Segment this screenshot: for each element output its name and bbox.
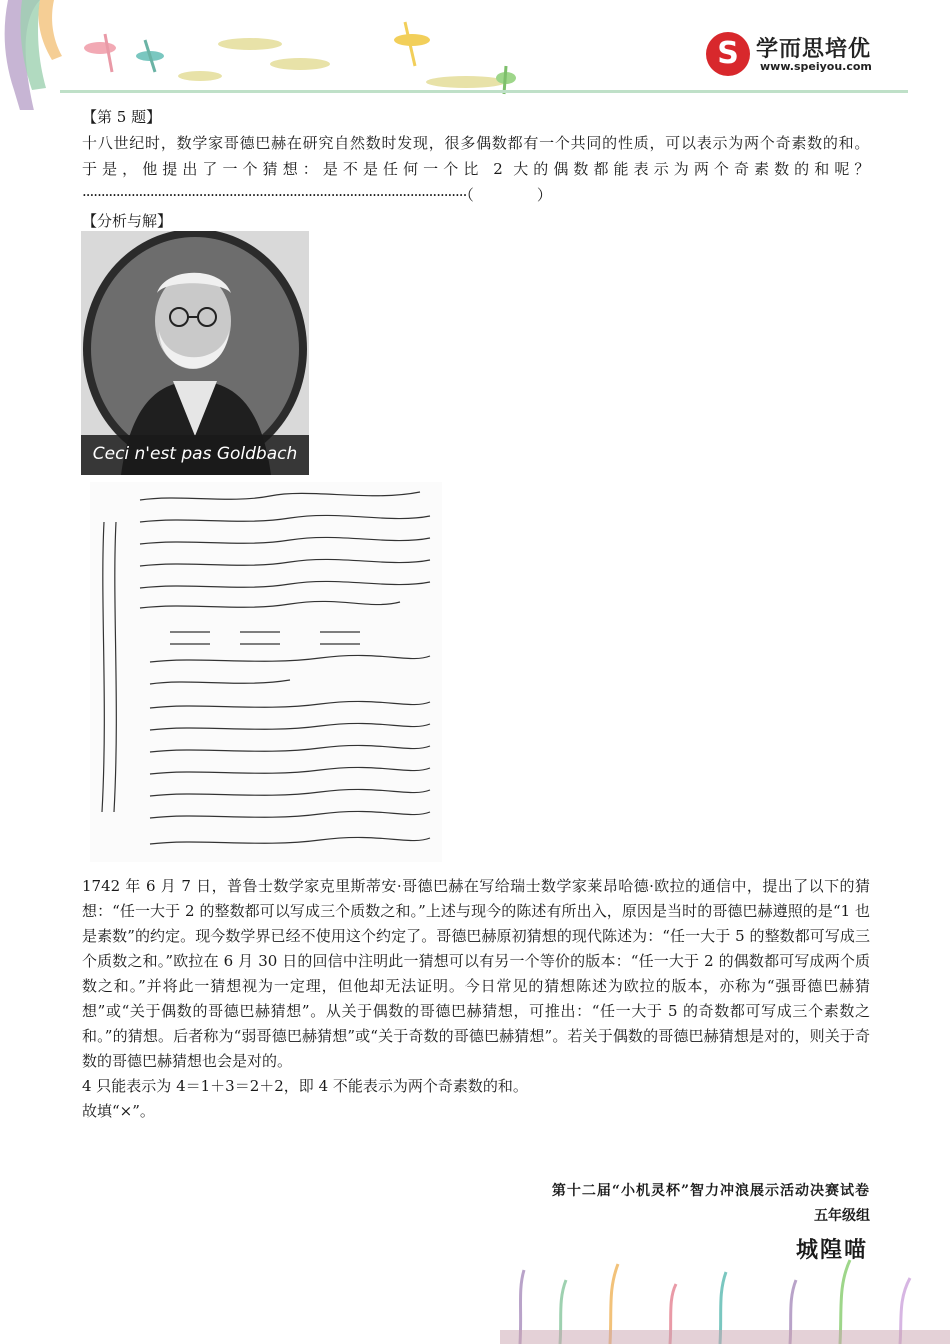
brand-logo-icon: S [706, 32, 750, 76]
question-body: 十八世纪时，数学家哥德巴赫在研究自然数时发现，很多偶数都有一个共同的性质，可以表示为两个奇素数的和。于是，他提出了一个猜想：是不是任何一个比 2 大的偶数都能表示为两个奇素数的和呢？ [82, 134, 870, 178]
paragraph: 4 只能表示为 4＝1＋3＝2＋2，即 4 不能表示为两个奇素数的和。 [82, 1077, 528, 1095]
analysis-title: 【分析与解】 [82, 212, 173, 230]
goldbach-portrait [81, 231, 309, 475]
exam-title: 第十二届“小机灵杯”智力冲浪展示活动决赛试卷 [551, 1183, 870, 1199]
portrait-caption: Ceci n'est pas Goldbach [92, 444, 298, 464]
paragraph: 故填“×”。 [82, 1102, 155, 1120]
question-block [82, 104, 870, 234]
analysis-body [82, 874, 870, 1124]
paragraph: 1742 年 6 月 7 日，普鲁士数学家克里斯蒂安·哥德巴赫在写给瑞士数学家莱昂哈德·欧拉的通信中，提出了以下的猜想：“任一大于 2 的整数都可以写成三个质数之和。”上述与现今的陈述有所出入，原因是当时的哥德巴赫遵照的是“1 也是素数”的约定。现今数学界已经不使用这个约定了。哥德巴赫原初猜想的现代陈述为：“任一大于 5 的整数都可写成三个质数之和。”欧拉在 6 月 30 日的回信中注明此一猜想可以有另一个等价的版本：“任一大于 2 的偶数都可写成两个质数之和。”并将此一猜想视为一定理，但他却无法证明。今日常见的猜想陈述为欧拉的版本，亦称为“强哥德巴赫猜想”或“关于偶数的哥德巴赫猜想”。从关于偶数的哥德巴赫猜想，可推出：“任一大于 5 的奇数都可写成三个素数之和。”的猜想。后者称为“弱哥德巴赫猜想”或“关于奇数的哥德巴赫猜想”。若关于偶数的哥德巴赫猜想是对的，则关于奇数的哥德巴赫猜想也会是对的。 [82, 877, 870, 1070]
grade-label: 五年级组 [814, 1208, 870, 1224]
footer-plant-decoration [500, 1250, 950, 1344]
author-name: 城隍喵 [795, 1238, 868, 1263]
brand [706, 30, 906, 80]
question-title: 【第 5 题】 [82, 108, 162, 126]
question-text [82, 130, 870, 208]
brand-name: 学而思培优 [756, 37, 872, 62]
header-rule [60, 90, 908, 93]
leader-dots: ······································································································ [82, 186, 467, 204]
answer-blank: （ ） [466, 186, 553, 204]
goldbach-letter-image [90, 482, 442, 862]
brand-url: www.speiyou.com [760, 60, 872, 73]
